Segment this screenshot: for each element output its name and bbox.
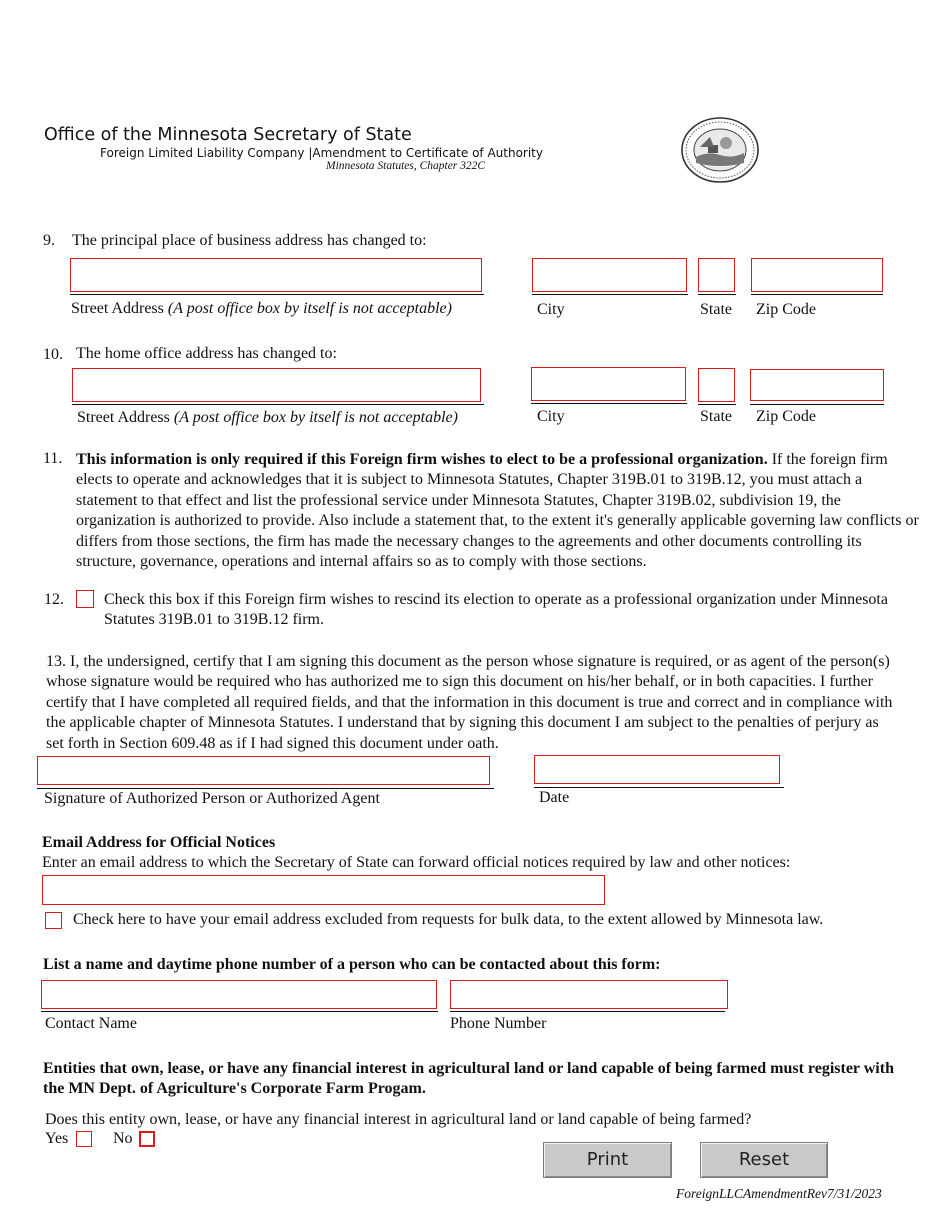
contact-name-input[interactable] [41, 980, 437, 1009]
item10-zip-line [750, 404, 884, 405]
email-exclusion-label: Check here to have your email address excluded from requests for bulk data, to the extent allowed by Minnesota law. [73, 911, 824, 928]
agri-yes-checkbox[interactable] [76, 1131, 92, 1147]
signature-label: Signature of Authorized Person or Authorized Agent [44, 790, 380, 807]
item11-bold-text: This information is only required if this Foreign firm wishes to elect to be a professional organization. [76, 451, 768, 468]
item10-state-label: State [700, 408, 732, 425]
item9-zip-label: Zip Code [756, 301, 816, 318]
email-exclusion-checkbox[interactable] [45, 912, 62, 929]
agri-no-checkbox[interactable] [139, 1131, 155, 1147]
contact-name-line [41, 1011, 438, 1012]
item9-number: 9. [43, 232, 55, 249]
item10-text: The home office address has changed to: [76, 345, 337, 362]
item9-city-line [532, 294, 688, 295]
item9-zip-line [751, 294, 883, 295]
contact-heading: List a name and daytime phone number of a person who can be contacted about this form: [43, 956, 661, 973]
item10-city-line [531, 403, 687, 404]
contact-name-label: Contact Name [45, 1015, 137, 1032]
form-subtitle: Foreign Limited Liability Company |Amendment to Certificate of Authority [100, 146, 543, 160]
street-address-note: (A post office box by itself is not acceptable) [173, 409, 458, 426]
date-label: Date [539, 789, 570, 806]
item10-state-line [698, 404, 736, 405]
date-line [534, 787, 784, 788]
item10-city-label: City [537, 408, 565, 425]
state-seal-icon [680, 117, 760, 183]
item10-number: 10. [43, 346, 63, 363]
item9-street-line [70, 294, 484, 295]
item10-street-line [72, 404, 484, 405]
item10-state-input[interactable] [698, 368, 735, 402]
statute-reference: Minnesota Statutes, Chapter 322C [326, 160, 486, 172]
email-heading: Email Address for Official Notices [42, 834, 276, 851]
item10-street-label [77, 409, 458, 427]
item9-text: The principal place of business address has changed to: [72, 232, 427, 249]
item9-street-input[interactable] [70, 258, 482, 292]
item12-text: Check this box if this Foreign firm wishes to rescind its election to operate as a professional organization under Minnesota Statutes 319B.01 to 319B.12 firm. [104, 591, 888, 629]
item9-state-line [698, 294, 736, 295]
item11-paragraph [76, 450, 921, 572]
revision-footer: ForeignLLCAmendmentRev7/31/2023 [676, 1186, 882, 1201]
item9-city-input[interactable] [532, 258, 687, 292]
print-button[interactable]: Print [543, 1142, 672, 1178]
item9-zip-input[interactable] [751, 258, 883, 292]
rescind-checkbox[interactable] [76, 590, 94, 608]
reset-button[interactable]: Reset [700, 1142, 828, 1178]
email-instructions: Enter an email address to which the Secretary of State can forward official notices required by law and other notices: [42, 854, 791, 871]
item9-state-label: State [700, 301, 732, 318]
item10-zip-label: Zip Code [756, 408, 816, 425]
signature-input[interactable] [37, 756, 490, 785]
item10-city-input[interactable] [531, 367, 686, 401]
item10-zip-input[interactable] [750, 369, 884, 401]
phone-number-input[interactable] [450, 980, 728, 1009]
street-address-note: (A post office box by itself is not acceptable) [167, 300, 452, 317]
item9-state-input[interactable] [698, 258, 735, 292]
agri-no-label: No [113, 1130, 133, 1147]
phone-number-line [450, 1011, 725, 1012]
item13-certification: 13. I, the undersigned, certify that I am signing this document as the person whose signature is required, or as agent of the person(s) whose signature would be required who has authorized me to sign this document on his/her behalf, or in both capacities. I further certify that I have completed all required fields, and that the information in this document is true and correct and in compliance with the applicable chapter of Minnesota Statutes. I understand that by signing this document I am subject to the penalties of perjury as set forth in Section 609.48 as if I had signed this document under oath. [46, 653, 893, 752]
date-input[interactable] [534, 755, 780, 784]
phone-number-label: Phone Number [450, 1015, 547, 1032]
signature-line [37, 788, 494, 789]
item9-city-label: City [537, 301, 565, 318]
item12-number: 12. [44, 591, 64, 608]
agri-heading: Entities that own, lease, or have any financial interest in agricultural land or land capable of being farmed must register with the MN Dept. of Agriculture's Corporate Farm Progam. [43, 1060, 894, 1098]
email-input[interactable] [42, 875, 605, 905]
agri-yes-label: Yes [45, 1130, 69, 1147]
item9-street-label [71, 300, 452, 318]
item11-body-text: If the foreign firm elects to operate and acknowledges that it is subject to Minnesota Statutes, Chapter 319B.01 to 319B.12, you must attach a statement to that effect and list the professional service under Minnesota Statutes, Chapter 319B.02, subdivision 19, the organization is authorized to provide. Also include a statement that, to the extent it's generally applicable governing law conflicts or differs from those sections, the firm has made the necessary changes to the agreements and other documents controlling its structure, governance, operations and internal affairs so as to comply with those sections. [76, 451, 919, 571]
street-address-label: Street Address [77, 409, 170, 426]
street-address-label: Street Address [71, 300, 164, 317]
item10-street-input[interactable] [72, 368, 481, 402]
office-title: Office of the Minnesota Secretary of State [44, 125, 412, 145]
item11-number: 11. [43, 450, 63, 467]
agri-question: Does this entity own, lease, or have any financial interest in agricultural land or land capable of being farmed? [45, 1111, 752, 1128]
